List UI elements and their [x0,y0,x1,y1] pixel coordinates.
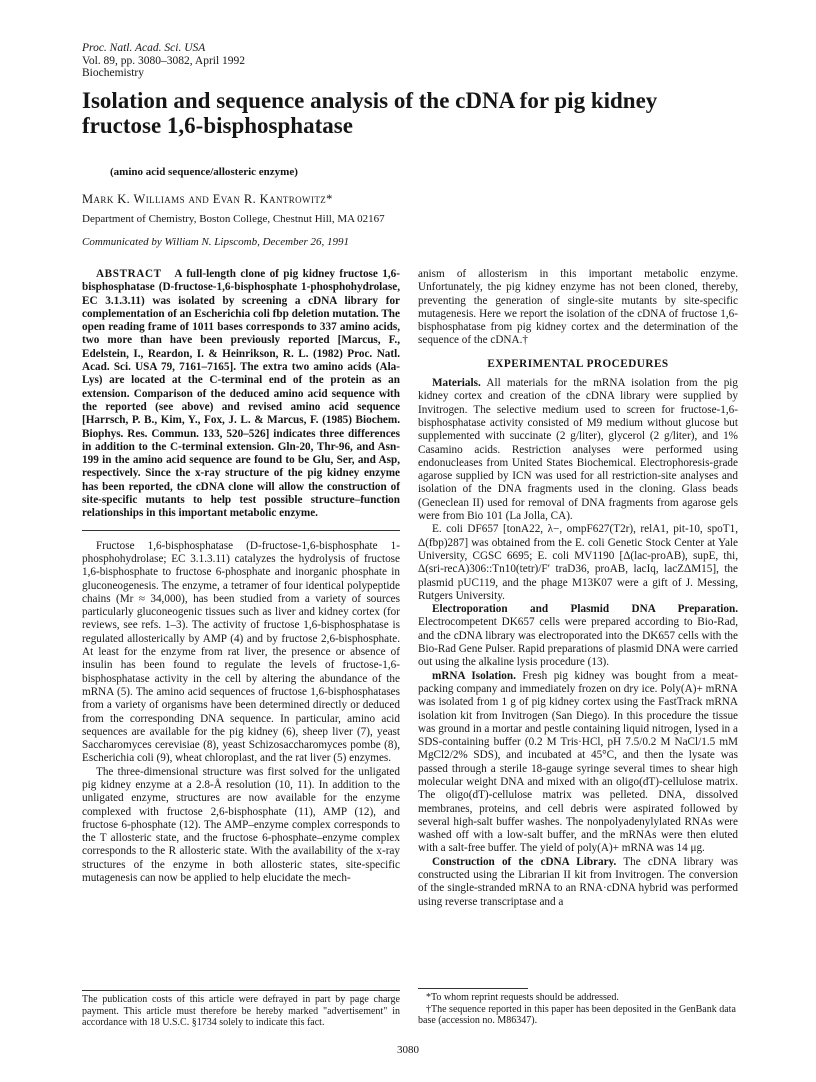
footnote-reprint: *To whom reprint requests should be addressed. [426,992,619,1003]
library-paragraph [418,856,738,909]
paper-title: Isolation and sequence analysis of the cDNA for pig kidney fructose 1,6-bisphosphatase [82,88,658,138]
journal-name: Proc. Natl. Acad. Sci. USA [82,42,206,54]
library-heading: Construction of the cDNA Library. [432,855,617,868]
materials-text: All materials for the mRNA isolation from the pig kidney cortex and creation of the cDNA library were supplied by Invitrogen. The selective medium used to screen for fructose-1,6-bisphosphatase activity consisted of M9 medium without glucose but supplemented with succinate (2 g/liter), glycerol (2 g/liter), and 1% Casamino acids. Restriction analyses were performed using endonucleases from United States Biochemical. Electrophoresis-grade agarose supplied by ICN was used for all restriction-site analyses and isolation of the DNA fragments used in the cloning. Glass beads (Geneclean II) used for removal of DNA fragments from agarose gels were from Bio 101 (La Jolla, CA). [418,377,738,523]
abstract-divider [82,530,400,531]
journal-volume: Vol. 89, pp. 3080–3082, April 1992 [82,54,246,67]
keywords: (amino acid sequence/allosteric enzyme) [110,166,298,178]
strains-paragraph: E. coli DF657 [tonA22, λ−, ompF627(T2r), relA1, pit-10, spoT1, Δ(fbp)287] was obtained from the E. coli Genetic Stock Center at Yale University, CGSC 6695; E. coli MV1190 [Δ(lac-proAB), supE, thi, Δ(sri-recA)306::Tn10(tetr)/F′ traD36, proAB, lacIq, lacZΔM15], the plasmid pUC119, and the phage M13K07 were a gift of J. Messing, Rutgers University. [418,523,738,602]
intro-paragraph-1: Fructose 1,6-bisphosphatase (D-fructose-1,6-bisphosphate 1-phosphohydrolase; EC 3.1.3.11) catalyzes the hydrolysis of fructose 1,6-bisphosphate to fructose 6-phosphate and inorganic phosphate in gluconeogenesis. The enzyme, a tetramer of four identical polypeptide chains (Mr ≈ 34,000), has been studied from a variety of sources particularly gluconeogenic tissues such as liver and kidney cortex (for reviews, see refs. 1–3). The activity of fructose 1,6-bisphosphatase is regulated allosterically by AMP (4) and by fructose 2,6-bisphosphate. At least for the enzyme from rat liver, the presence or absence of insulin has been found to regulate the levels of fructose-1,6-bisphosphatase activity in the cell by altering the abundance of the mRNA (5). The amino acid sequences of fructose 1,6-bisphosphatases from a variety of organisms have been determined directly or deduced from the corresponding DNA sequence. In particular, amino acid sequences are available for the pig kidney (6), sheep liver (7), yeast Saccharomyces cerevisiae (8), yeast Schizosaccharomyces pombe (8), Escherichia coli (9), wheat chloroplast, and the rat liver (5) enzymes. [82,539,400,765]
intro-continuation: anism of allosterism in this important metabolic enzyme. Unfortunately, the pig kidney enzyme has not been cloned, thereby, preventing the generation of single-site mutants by site-specific mutagenesis. Here we report the isolation of the cDNA of fructose 1,6-bisphosphatase from pig kidney cortex and the determination of the sequence of the cDNA.† [418,268,738,347]
electroporation-paragraph [418,603,738,669]
electroporation-heading: Electroporation and Plasmid DNA Preparation. [432,603,738,616]
abstract-label: ABSTRACT [96,268,162,280]
materials-heading: Materials. [432,377,481,390]
mrna-paragraph [418,670,738,856]
page-number: 3080 [397,1044,419,1056]
journal-section: Biochemistry [82,67,144,79]
mrna-text: Fresh pig kidney was bought from a meat-packing company and immediately frozen on dry ice. Poly(A)+ mRNA was isolated from 1 g of pig kidney cortex using the FastTrack mRNA isolation kit from Invitrogen (San Diego). In this procedure the tissue was ground in a mortar and pestle containing liquid nitrogen, lysed in a SDS-containing buffer (0.2 M Tris·HCl, pH 7.5/0.2 M NaCl/1.5 mM MgCl2/2% SDS), and incubated at 45°C, and then the lysate was passed through a sterile 18-gauge syringe several times to shear high molecular weight DNA and mixed with an oligo(dT)-cellulose matrix. The oligo(dT)-cellulose matrix was pelleted. DNA, dissolved membranes, proteins, and cell debris were aspirated followed by several high-salt buffer washes. The nonpolyadenylylated RNAs were washed off with a low-salt buffer, and the mRNAs were then eluted with a salt-free buffer. The yield of poly(A)+ mRNA was 14 μg. [418,669,738,855]
abstract [82,268,400,521]
communicated-by: Communicated by William N. Lipscomb, December 26, 1991 [82,236,350,248]
publication-costs-text: The publication costs of this article were defrayed in part by page charge payment. This article must therefore be hereby marked "advertisement" in accordance with 18 U.S.C. §1734 solely to indicate this fact. [82,994,400,1028]
electroporation-text: Electrocompetent DK657 cells were prepared according to Bio-Rad, and the cDNA library was electroporated into the DK657 cells with the Bio-Rad Gene Pulser. Rapid preparations of plasmid DNA were carried out using the alkaline lysis procedure (13). [418,616,739,669]
footnotes [418,988,738,1027]
section-heading-methods: EXPERIMENTAL PROCEDURES [487,357,669,370]
intro-paragraph-2: The three-dimensional structure was first solved for the unligated pig kidney enzyme at a 2.8-Å resolution (10, 11). In addition to the unligated enzyme, structures are now available for the enzyme complexed with fructose 2,6-bisphosphate (11), AMP (12), and fructose 6-phosphate (12). The AMP–enzyme complex corresponds to the T allosteric state, and the fructose 6-phosphate–enzyme complex corresponds to the R allosteric state. With the availability of the x-ray structures of the enzyme in both allosteric states, site-specific mutagenesis can now be applied to help elucidate the mech- [82,765,400,885]
authors: Mark K. Williams and Evan R. Kantrowitz* [82,192,333,206]
journal-header [82,42,245,80]
footnote-genbank: †The sequence reported in this paper has been deposited in the GenBank data base (accession no. M86347). [418,1003,736,1026]
right-column [418,268,738,909]
left-column [82,268,400,885]
abstract-text: A full-length clone of pig kidney fructose 1,6-bisphosphatase (D-fructose-1,6-bisphosphate 1-phosphohydrolase, EC 3.1.3.11) was isolated by screening a cDNA library for complementation of an Escherichia coli fbp deletion mutation. The open reading frame of 1011 bases corresponds to 337 amino acids, two more than have been previously reported [Marcus, F., Edelstein, I., Reardon, I. & Heinrikson, R. L. (1982) Proc. Natl. Acad. Sci. USA 79, 7161–7165]. The extra two amino acids (Ala-Lys) are located at the C-terminal end of the protein as an extension. Comparison of the deduced amino acid sequence with the reported (see above) and revised amino acid sequence [Harrsch, P. B., Kim, Y., Fox, J. L. & Marcus, F. (1985) Biochem. Biophys. Res. Commun. 133, 520–526] indicates three differences in addition to the C-terminal extension. Gln-20, Thr-96, and Asn-199 in the amino acid sequence are found to be Glu, Ser, and Asp, respectively. Since the x-ray structure of the pig kidney enzyme has been reported, the cDNA clone will allow the construction of site-specific mutants to help test possible structure–function relationships in this important metabolic enzyme. [82,268,400,520]
footnote-divider-left [82,990,400,991]
mrna-heading: mRNA Isolation. [432,669,516,682]
publication-costs-note [82,990,400,1029]
affiliation: Department of Chemistry, Boston College, Chestnut Hill, MA 02167 [82,213,385,225]
footnote-divider-right [418,988,528,989]
materials-paragraph [418,377,738,523]
library-text: The cDNA library was constructed using the Librarian II kit from Invitrogen. The conversion of the single-stranded mRNA to an RNA·cDNA hybrid was performed using reverse transcriptase and a [418,855,738,908]
